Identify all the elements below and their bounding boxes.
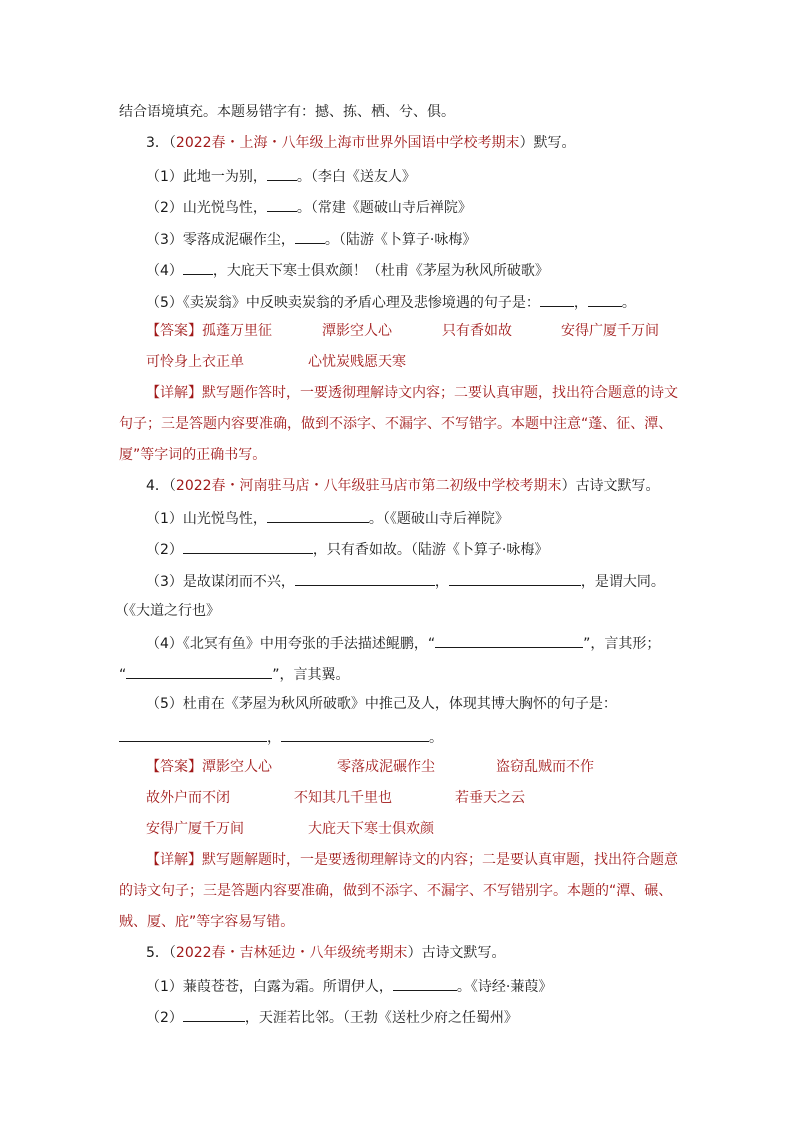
answer-item: 故外户而不闭 (146, 790, 230, 806)
answer-item: 若垂天之云 (455, 790, 525, 806)
answer-blank (267, 165, 297, 181)
answer-blank (295, 570, 435, 586)
previous-detail-tail: 结合语境填充。本题易错字有：撼、拣、栖、兮、俱。 (119, 104, 455, 120)
question-task: 古诗文默写。 (575, 478, 660, 494)
q4-item-1: （1）山光悦鸟性， 。（《题破山寺后禅院》 (146, 507, 509, 529)
q3-item-4: （4） ，大庇天下寒士俱欢颜！（杜甫《茅屋为秋风所破歌》 (146, 259, 549, 281)
q3-item-2: （2）山光悦鸟性， 。（常建《题破山寺后禅院》 (146, 196, 472, 218)
q4-item-3: （3）是故谋闭而不兴， ， ，是谓大同。 (146, 570, 665, 592)
answer-blank (435, 632, 583, 648)
q4-item-3-source: （《大道之行也》 (115, 603, 220, 619)
answer-item: 零落成泥碾作尘 (337, 759, 435, 775)
detail-line: 贼、厦、庇”等字容易写错。 (119, 914, 295, 930)
answer-item: 不知其几千里也 (294, 790, 392, 806)
answer-blank (449, 570, 581, 586)
answer-blank (119, 726, 267, 742)
answer-blank (183, 538, 313, 554)
answer-blank (295, 228, 325, 244)
answer-item: 盗窃乱贼而不作 (496, 759, 594, 775)
question-source: 2022春・河南驻马店・八年级驻马店市第二初级中学校考期末 (175, 478, 562, 494)
question-task: 默写。 (533, 135, 576, 151)
detail-line: 句子；三是答题内容要准确，做到不添字、不漏字、不写错字。本题中注意“蓬、征、潭、 (119, 416, 673, 432)
q5-item-2: （2） ，天涯若比邻。（王勃《送杜少府之任蜀州》 (146, 1006, 518, 1028)
detail-paragraph: 【详解】默写题解题时，一是要透彻理解诗文的内容；二是要认真审题，找出符合题意 (146, 852, 678, 868)
question-3-header: 3．（2022春・上海・八年级上海市世界外国语中学校考期末）默写。 (146, 135, 576, 151)
q5-item-1: （1）蒹葭苍苍，白露为霜。所谓伊人， 。《诗经·蒹葭》 (146, 975, 552, 997)
detail-line: 厦”等字词的正确书写。 (119, 447, 267, 463)
answer-blank (183, 1006, 245, 1022)
q3-item-5: （5）《卖炭翁》中反映卖炭翁的矛盾心理及悲惨境遇的句子是： ， 。 (146, 291, 636, 313)
answer-label: 【答案】 (146, 759, 202, 775)
answer-blank (267, 196, 297, 212)
question-task: 古诗文默写。 (421, 945, 506, 961)
answer-blank (393, 975, 457, 991)
detail-label: 【详解】 (146, 852, 202, 868)
answer-blank (183, 259, 213, 275)
q3-item-1: （1）此地一为别， 。（李白《送友人》 (146, 165, 416, 187)
answer-blank (281, 726, 429, 742)
answer-blank (540, 291, 574, 307)
question-source: 2022春・上海・八年级上海市世界外国语中学校考期末 (175, 135, 520, 151)
answer-item: 潭影空人心 (322, 323, 392, 339)
answer-item: 安得广厦千万间 (146, 821, 244, 837)
q4-item-2: （2） ，只有香如故。（陆游《卜算子·咏梅》 (146, 538, 548, 560)
answer-item: 大庇天下寒士俱欢颜 (308, 821, 434, 837)
question-number: 4． (146, 478, 169, 494)
q3-item-3: （3）零落成泥碾作尘， 。（陆游《卜算子·咏梅》 (146, 228, 476, 250)
detail-paragraph: 【详解】默写题作答时，一要透彻理解诗文内容；二要认真审题，找出符合题意的诗文 (146, 385, 678, 401)
question-source: 2022春・吉林延边・八年级统考期末 (175, 945, 408, 961)
answer-blank (126, 663, 272, 679)
detail-line: 的诗文句子；三是答题内容要准确，做到不添字、不漏字、不写错别字。本题的“潭、碾、 (119, 883, 673, 899)
question-4-header: 4．（2022春・河南驻马店・八年级驻马店市第二初级中学校考期末）古诗文默写。 (146, 478, 660, 494)
question-5-header: 5．（2022春・吉林延边・八年级统考期末）古诗文默写。 (146, 945, 506, 961)
answer-blank (588, 291, 622, 307)
detail-label: 【详解】 (146, 385, 202, 401)
answer-item: 孤蓬万里征 (202, 323, 272, 339)
q4-item-4: （4）《北冥有鱼》中用夸张的手法描述鲲鹏，“ ”，言其形； (146, 632, 660, 654)
q4-item-5: （5）杜甫在《茅屋为秋风所破歌》中推己及人，体现其博大胸怀的句子是： (146, 696, 617, 712)
q4-item-4-cont: “ ”，言其翼。 (119, 663, 350, 685)
answer-item: 潭影空人心 (202, 759, 272, 775)
answer-item: 安得广厦千万间 (561, 323, 659, 339)
answer-item: 可怜身上衣正单 (146, 354, 244, 370)
answer-label: 【答案】 (146, 323, 202, 339)
question-number: 3． (146, 135, 169, 151)
question-number: 5． (146, 945, 169, 961)
answer-item: 心忧炭贱愿天寒 (308, 354, 406, 370)
answer-blank (267, 507, 369, 523)
answer-item: 只有香如故 (442, 323, 512, 339)
q4-item-5-cont: ， 。 (119, 726, 443, 748)
